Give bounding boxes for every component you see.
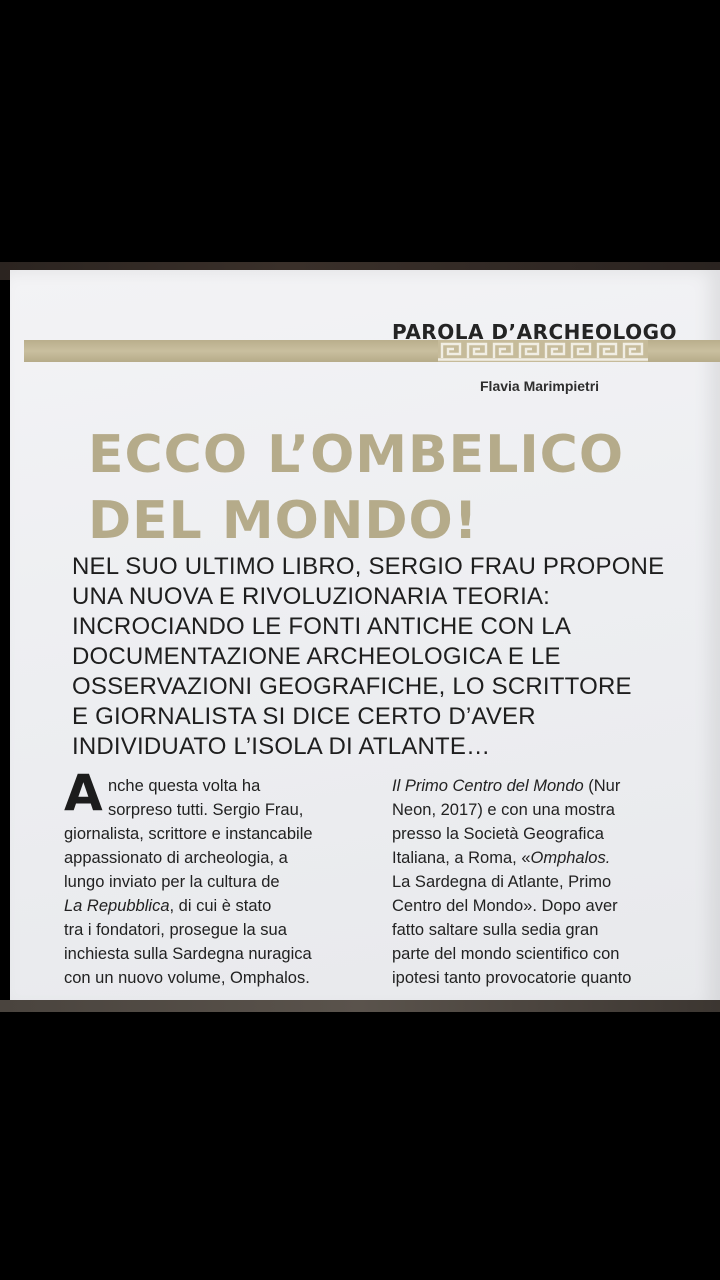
- publication-title: La Repubblica: [64, 897, 170, 915]
- body-line: nche questa volta ha: [108, 777, 261, 795]
- body-line: Neon, 2017) e con una mostra: [392, 801, 615, 819]
- body-column-left: [64, 774, 374, 990]
- headline-line: DEL MONDO!: [88, 491, 479, 551]
- body-column-right: [392, 774, 702, 990]
- author-byline: Flavia Marimpietri: [480, 378, 600, 394]
- body-line: sorpreso tutti. Sergio Frau,: [108, 801, 304, 819]
- body-text: Italiana, a Roma, «: [392, 849, 531, 867]
- magazine-clipping: [10, 270, 720, 1010]
- dark-background: [0, 0, 720, 272]
- section-label: PAROLA D’ARCHEOLOGO: [392, 320, 677, 344]
- body-line: [392, 846, 702, 870]
- book-title: Il Primo Centro del Mondo: [392, 777, 584, 795]
- standfirst: [72, 552, 712, 762]
- headline-line: ECCO L’OMBELICO: [88, 425, 625, 485]
- body-line: fatto saltare sulla sedia gran: [392, 921, 599, 939]
- body-line: parte del mondo scientifico con: [392, 945, 620, 963]
- body-line: presso la Società Geografica: [392, 825, 604, 843]
- standfirst-line: E GIORNALISTA SI DICE CERTO D’AVER: [72, 703, 536, 730]
- body-line: con un nuovo volume, Omphalos.: [64, 969, 310, 987]
- standfirst-line: INDIVIDUATO L’ISOLA DI ATLANTE…: [72, 733, 491, 760]
- standfirst-line: DOCUMENTAZIONE ARCHEOLOGICA E LE: [72, 643, 561, 670]
- exhibition-title: Omphalos.: [530, 849, 611, 867]
- body-line: [392, 774, 702, 798]
- body-line: ipotesi tanto provocatorie quanto: [392, 969, 632, 987]
- body-line: tra i fondatori, prosegue la sua: [64, 921, 287, 939]
- standfirst-line: OSSERVAZIONI GEOGRAFICHE, LO SCRITTORE: [72, 673, 632, 700]
- body-line: inchiesta sulla Sardegna nuragica: [64, 945, 312, 963]
- body-line: La Sardegna di Atlante, Primo: [392, 873, 612, 891]
- body-line: Centro del Mondo». Dopo aver: [392, 897, 618, 915]
- body-line: [64, 894, 374, 918]
- body-line: giornalista, scrittore e instancabile: [64, 825, 313, 843]
- headline: [88, 422, 708, 554]
- body-text: (Nur: [583, 777, 621, 795]
- paper-bottom-edge: [0, 1000, 720, 1012]
- standfirst-line: NEL SUO ULTIMO LIBRO, SERGIO FRAU PROPONE: [72, 553, 665, 580]
- standfirst-line: UNA NUOVA E RIVOLUZIONARIA TEORIA:: [72, 583, 551, 610]
- body-line: lungo inviato per la cultura de: [64, 873, 280, 891]
- drop-cap: A: [64, 764, 103, 822]
- body-line: appassionato di archeologia, a: [64, 849, 288, 867]
- body-text: , di cui è stato: [169, 897, 272, 915]
- standfirst-line: INCROCIANDO LE FONTI ANTICHE CON LA: [72, 613, 572, 640]
